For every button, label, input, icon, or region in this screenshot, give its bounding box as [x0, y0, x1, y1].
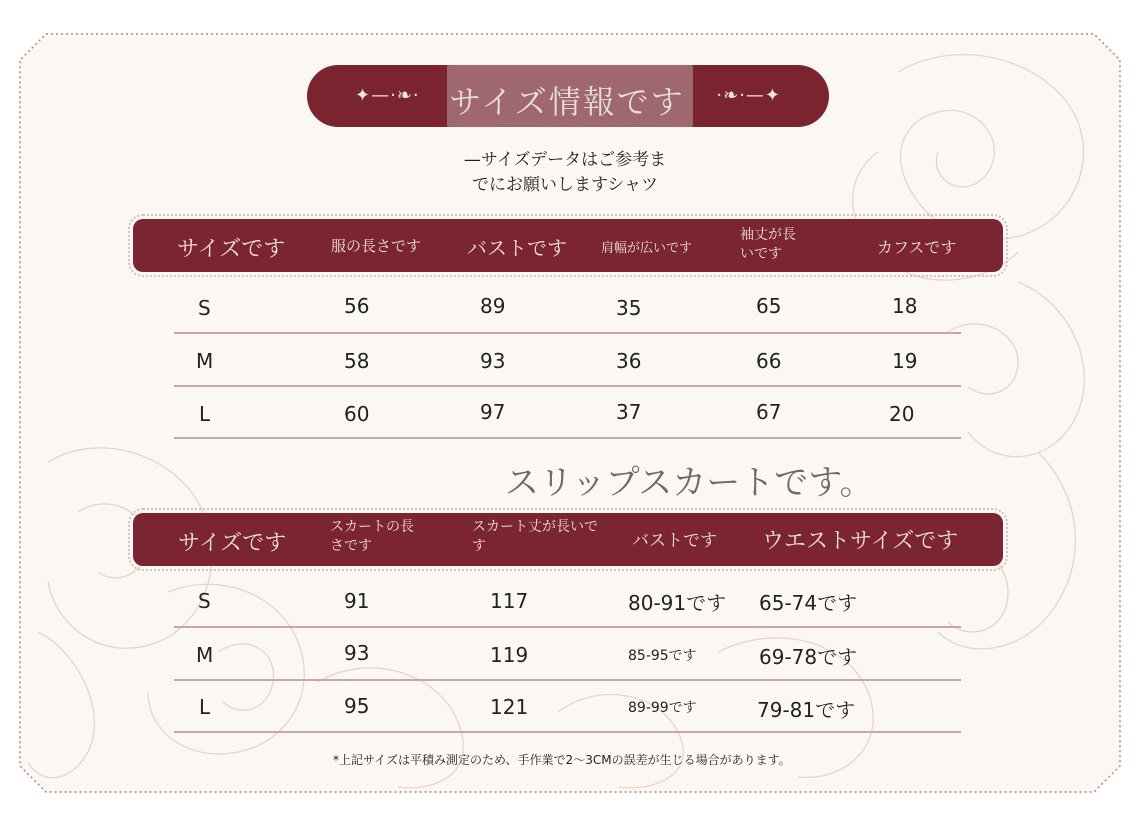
skirt-header-skirt-length: スカート丈が長いです	[472, 519, 598, 554]
row-divider	[174, 679, 961, 681]
skirt-cell: 91	[344, 589, 370, 613]
shirt-cell: M	[196, 349, 214, 373]
shirt-cell: 67	[756, 400, 782, 424]
skirt-cell: 79-81です	[757, 698, 856, 722]
shirt-cell: 65	[756, 294, 782, 318]
shirt-cell: 37	[616, 400, 642, 424]
shirt-header-size: サイズです	[177, 237, 286, 262]
shirt-header-bust: バストです	[467, 236, 567, 260]
skirt-table-header	[133, 513, 1003, 566]
shirt-cell: 56	[344, 294, 370, 318]
skirt-cell: 95	[344, 694, 370, 718]
shirt-header-length: 服の長さです	[331, 237, 422, 255]
shirt-cell: S	[198, 296, 211, 320]
shirt-header-cuff: カフスです	[877, 238, 957, 257]
shirt-cell: 97	[480, 400, 506, 424]
skirt-header-bust: バストです	[632, 531, 717, 551]
skirt-cell: M	[196, 643, 214, 667]
shirt-cell: 89	[480, 294, 506, 318]
skirt-cell: L	[199, 695, 211, 719]
shirt-cell: 20	[889, 402, 915, 426]
skirt-cell: 119	[490, 643, 529, 667]
skirt-cell: 121	[490, 695, 529, 719]
shirt-cell: 60	[344, 402, 370, 426]
shirt-cell: 18	[892, 294, 918, 318]
row-divider	[174, 626, 961, 628]
skirt-section-title: スリップスカートです。	[505, 463, 874, 503]
title-banner	[307, 65, 829, 127]
subtitle-line-2: でにお願いしますシャツ	[472, 175, 658, 195]
skirt-cell: 117	[490, 589, 529, 613]
banner-title: サイズ情報です	[449, 83, 685, 121]
skirt-cell: 69-78です	[759, 645, 858, 669]
footnote: *上記サイズは平積み測定のため、手作業で2～3CMの誤差が生じる場合があります。	[333, 753, 791, 767]
ornament-left: ✦—·❧·	[355, 85, 420, 106]
shirt-cell: 19	[892, 349, 918, 373]
shirt-cell: 93	[480, 349, 506, 373]
shirt-cell: 58	[344, 349, 370, 373]
row-divider	[174, 385, 961, 387]
subtitle	[440, 148, 690, 198]
row-divider	[174, 731, 961, 733]
row-divider	[174, 332, 961, 334]
skirt-cell: 65-74です	[759, 591, 858, 615]
shirt-cell: 35	[616, 296, 642, 320]
skirt-header-length: スカートの長さです	[330, 519, 414, 554]
shirt-header-sleeve: 袖丈が長いです	[740, 227, 796, 262]
shirt-cell: 36	[616, 349, 642, 373]
skirt-header-size: サイズです	[178, 531, 287, 556]
skirt-cell: 85-95です	[628, 648, 697, 664]
shirt-table-header	[133, 219, 1003, 272]
skirt-cell: 93	[344, 641, 370, 665]
row-divider	[174, 437, 961, 439]
ornament-right: ·❧·—✦	[716, 85, 781, 106]
skirt-cell: 89-99です	[628, 700, 697, 716]
subtitle-line-1: —サイズデータはご参考ま	[463, 150, 667, 170]
skirt-cell: S	[198, 589, 211, 613]
skirt-header-waist: ウエストサイズです	[762, 529, 959, 554]
shirt-cell: 66	[756, 349, 782, 373]
shirt-header-shoulder: 肩幅が広いです	[601, 241, 693, 256]
shirt-cell: L	[199, 402, 211, 426]
banner-watermark-overlay	[447, 65, 693, 127]
skirt-cell: 80-91です	[628, 591, 727, 615]
